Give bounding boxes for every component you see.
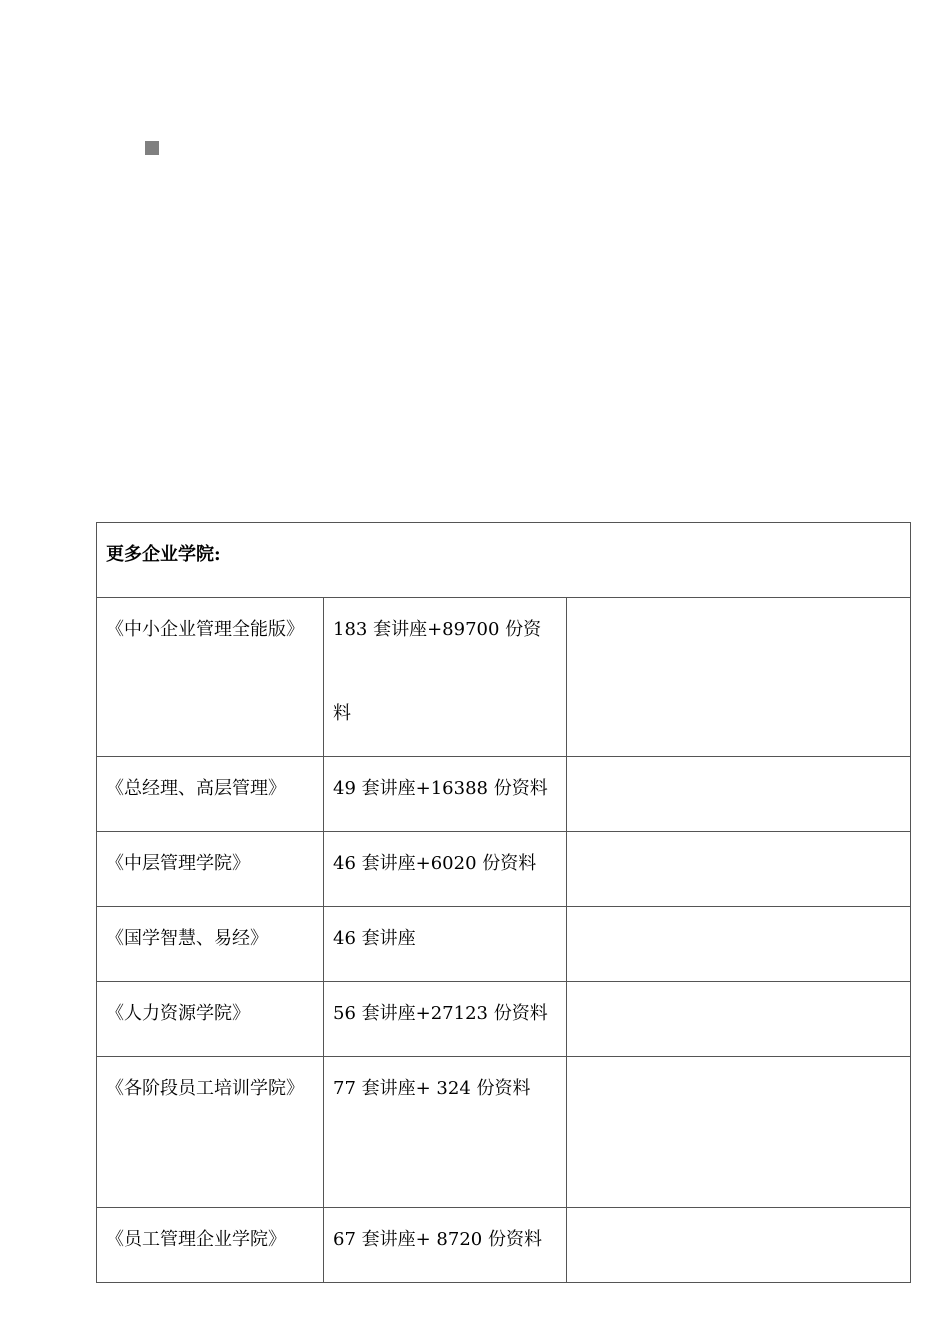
academy-desc: 49 套讲座+16388 份资料 [333, 778, 548, 799]
academy-desc: 77 套讲座+ 324 份资料 [333, 1078, 531, 1099]
academy-name-cell [97, 832, 324, 907]
academy-name: 《总经理、高层管理》 [106, 778, 286, 799]
academy-extra-cell [567, 907, 911, 982]
academy-desc: 183 套讲座+89700 份资料 [333, 619, 542, 724]
table-row [97, 907, 911, 982]
academy-name-cell [97, 982, 324, 1057]
academy-desc-cell [324, 1057, 567, 1208]
academy-name: 《员工管理企业学院》 [106, 1229, 286, 1250]
academy-desc: 67 套讲座+ 8720 份资料 [333, 1229, 542, 1250]
academy-desc: 56 套讲座+27123 份资料 [333, 1003, 548, 1024]
academy-name: 《国学智慧、易经》 [106, 928, 268, 949]
academy-desc-cell [324, 907, 567, 982]
academy-extra-cell [567, 1057, 911, 1208]
academy-name: 《各阶段员工培训学院》 [106, 1078, 304, 1099]
academy-name-cell [97, 1057, 324, 1208]
table-row [97, 982, 911, 1057]
academy-desc-cell [324, 757, 567, 832]
academy-desc-cell [324, 832, 567, 907]
table-row [97, 1208, 911, 1283]
table-header-row [97, 523, 911, 598]
academy-extra-cell [567, 598, 911, 757]
academy-extra-cell [567, 832, 911, 907]
academy-name: 《人力资源学院》 [106, 1003, 250, 1024]
academy-name: 《中层管理学院》 [106, 853, 250, 874]
academy-desc-cell [324, 598, 567, 757]
academy-name: 《中小企业管理全能版》 [106, 619, 304, 640]
academy-desc: 46 套讲座+6020 份资料 [333, 853, 537, 874]
academy-desc-cell [324, 1208, 567, 1283]
academy-name-cell [97, 907, 324, 982]
table-title: 更多企业学院: [106, 544, 221, 565]
table-row [97, 598, 911, 757]
academy-extra-cell [567, 982, 911, 1057]
academy-name-cell [97, 1208, 324, 1283]
academy-name-cell [97, 598, 324, 757]
table-row [97, 1057, 911, 1208]
bullet-square-icon [145, 141, 159, 155]
academy-desc-cell [324, 982, 567, 1057]
academy-extra-cell [567, 1208, 911, 1283]
academy-desc: 46 套讲座 [333, 928, 416, 949]
table-row [97, 757, 911, 832]
table-row [97, 832, 911, 907]
academy-name-cell [97, 757, 324, 832]
academy-extra-cell [567, 757, 911, 832]
table-header-cell [97, 523, 911, 598]
academy-table [96, 522, 911, 1283]
